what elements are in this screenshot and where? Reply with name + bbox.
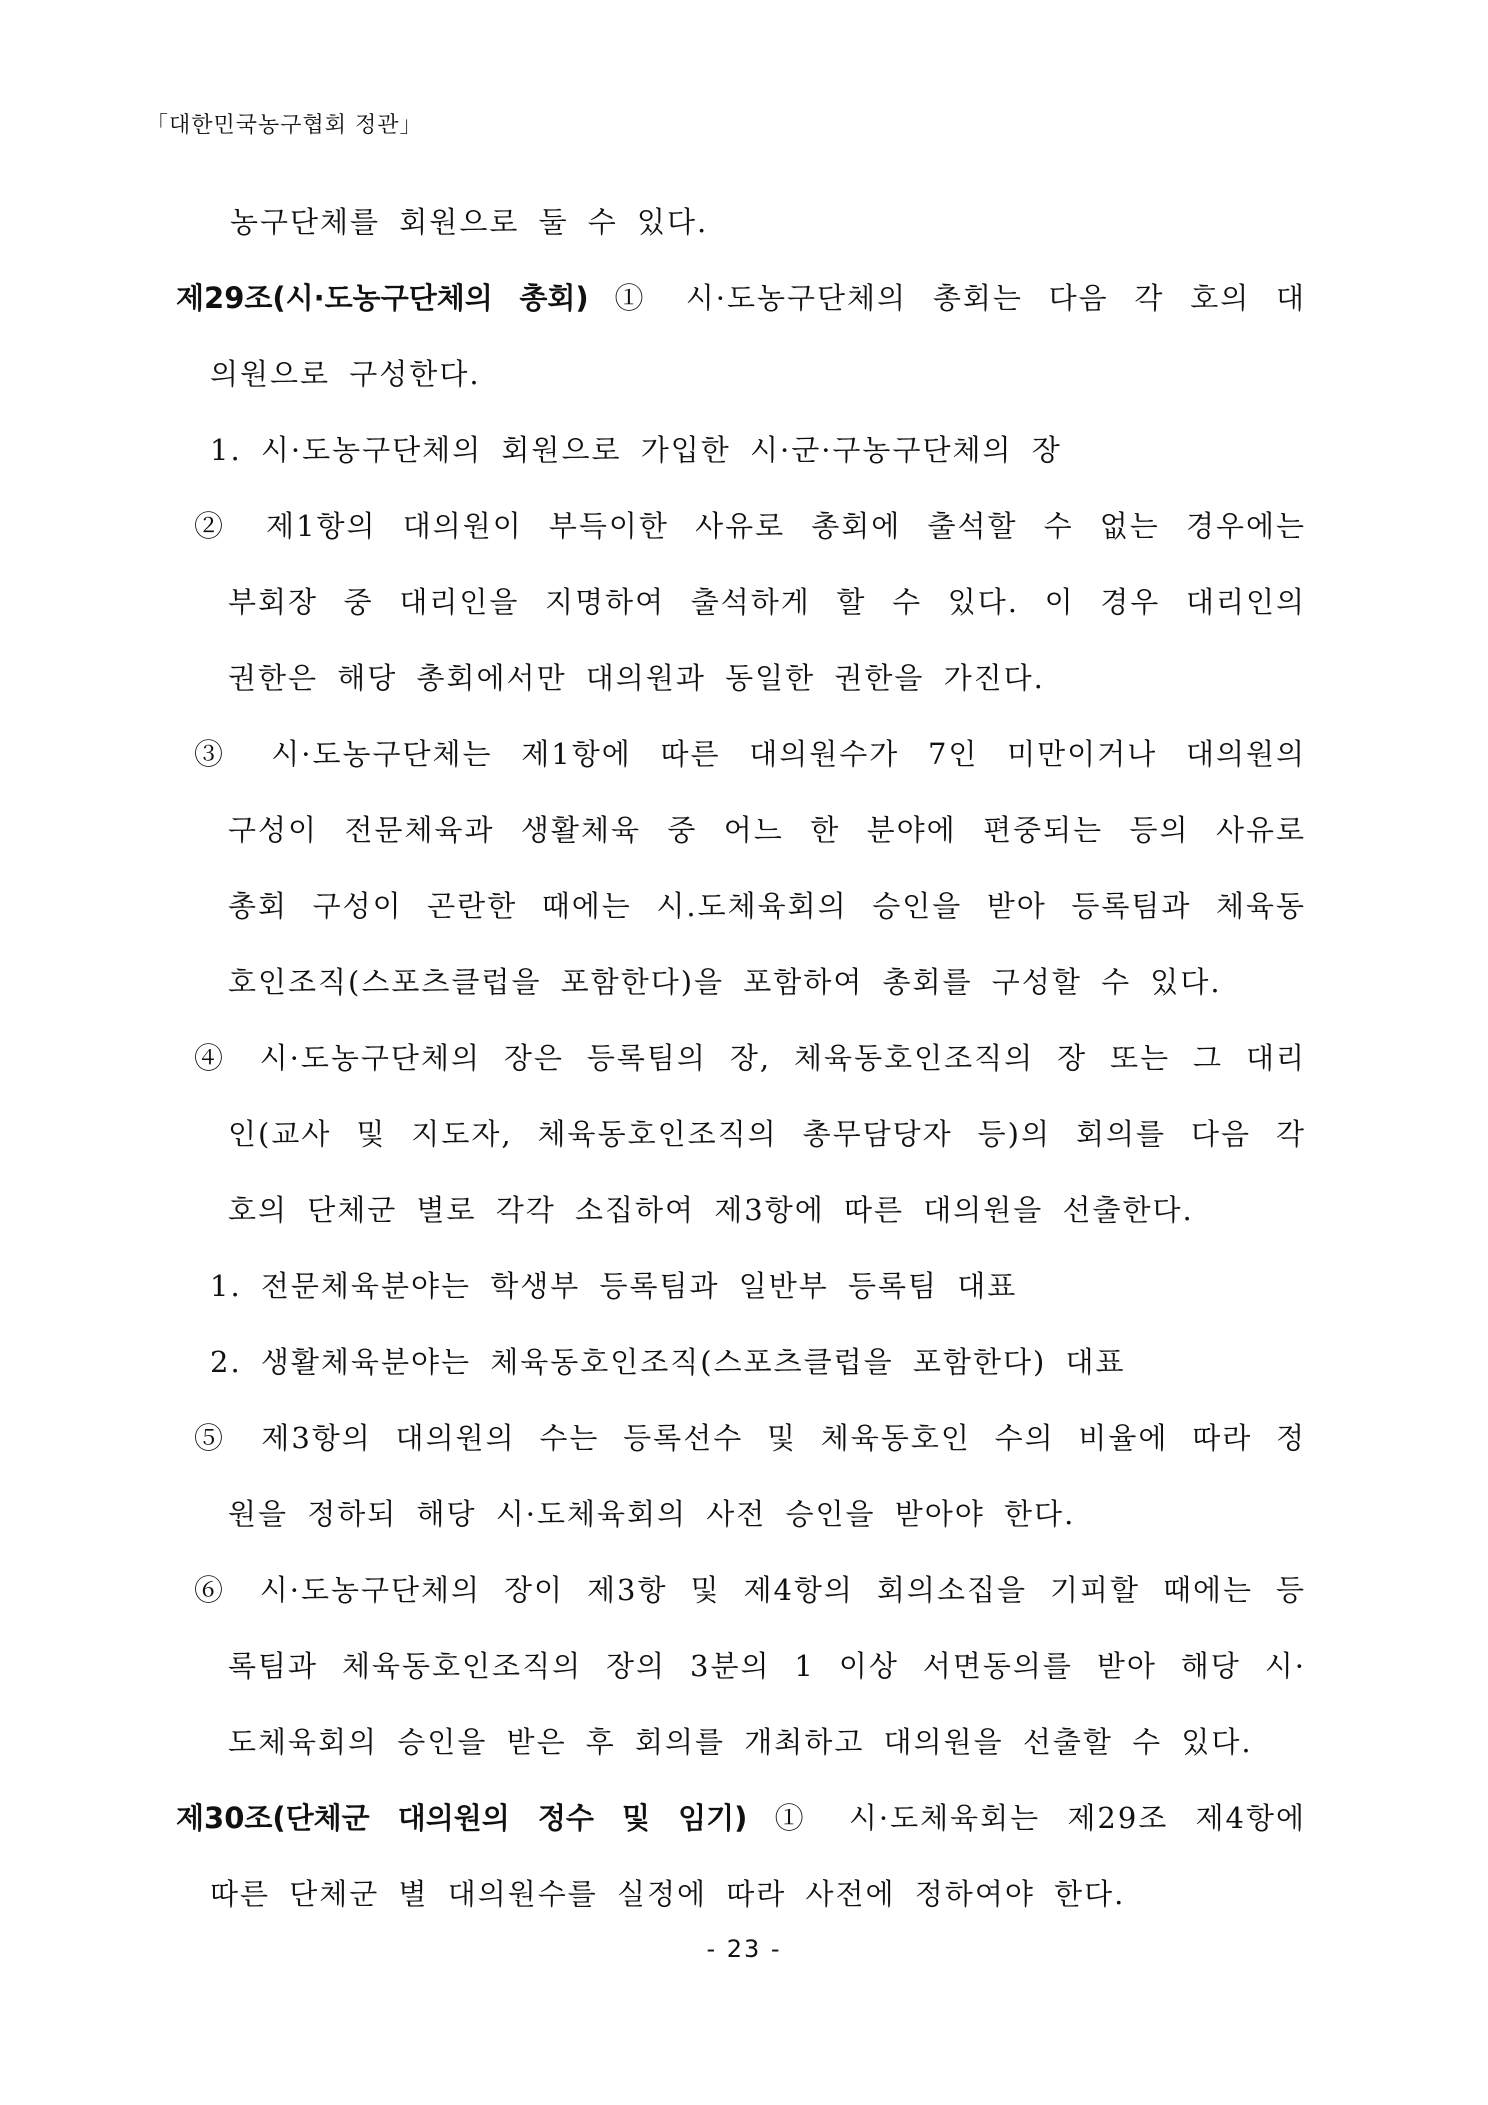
- article-29-paragraph-2-line-1: ② 제1항의 대의원이 부득이한 사유로 총회에 출석할 수 없는 경우에는: [194, 509, 1306, 543]
- article-29-paragraph-3-line-2: 구성이 전문체육과 생활체육 중 어느 한 분야에 편중되는 등의 사유로: [228, 813, 1306, 847]
- page-number: - 23 -: [706, 1935, 782, 1963]
- article-29-paragraph-4-item-2: 2. 생활체육분야는 체육동호인조직(스포츠클럽을 포함한다) 대표: [210, 1345, 1126, 1379]
- article-29-paragraph-5-line-1: ⑤ 제3항의 대의원의 수는 등록선수 및 체육동호인 수의 비율에 따라 정: [194, 1421, 1306, 1455]
- article-29-paragraph-1-continued: 의원으로 구성한다.: [210, 357, 481, 391]
- article-29-paragraph-5-line-2: 원을 정하되 해당 시·도체육회의 사전 승인을 받아야 한다.: [228, 1497, 1076, 1531]
- article-29-paragraph-1-start: ① 시·도농구단체의 총회는 다음 각 호의 대: [614, 281, 1306, 315]
- article-29-paragraph-6-line-3: 도체육회의 승인을 받은 후 회의를 개최하고 대의원을 선출할 수 있다.: [228, 1725, 1253, 1759]
- article-29-paragraph-6-line-1: ⑥ 시·도농구단체의 장이 제3항 및 제4항의 회의소집을 기피할 때에는 등: [194, 1573, 1306, 1607]
- article-29-paragraph-4-line-1: ④ 시·도농구단체의 장은 등록팀의 장, 체육동호인조직의 장 또는 그 대리: [194, 1041, 1306, 1075]
- article-30-paragraph-1-start: ① 시·도체육회는 제29조 제4항에: [774, 1801, 1306, 1835]
- article-29-paragraph-1-item-1: 1. 시·도농구단체의 회원으로 가입한 시·군·구농구단체의 장: [210, 433, 1062, 467]
- document-title-header: 「대한민국농구협회 정관」: [146, 113, 423, 138]
- article-29-paragraph-4-line-2: 인(교사 및 지도자, 체육동호인조직의 총무담당자 등)의 회의를 다음 각: [228, 1117, 1306, 1151]
- article-29-paragraph-3-line-1: ③ 시·도농구단체는 제1항에 따른 대의원수가 7인 미만이거나 대의원의: [194, 737, 1306, 771]
- article-29-paragraph-4-line-3: 호의 단체군 별로 각각 소집하여 제3항에 따른 대의원을 선출한다.: [228, 1193, 1194, 1227]
- continuation-line: 농구단체를 회원으로 둘 수 있다.: [230, 205, 709, 239]
- article-29-paragraph-2-line-2: 부회장 중 대리인을 지명하여 출석하게 할 수 있다. 이 경우 대리인의: [228, 585, 1306, 619]
- article-30-paragraph-1-continued: 따른 단체군 별 대의원수를 실정에 따라 사전에 정하여야 한다.: [210, 1877, 1126, 1911]
- article-29-first-line: [176, 276, 1306, 317]
- article-29-paragraph-2-line-3: 권한은 해당 총회에서만 대의원과 동일한 권한을 가진다.: [228, 661, 1045, 695]
- article-30-first-line: [176, 1796, 1306, 1837]
- article-29-paragraph-3-line-4: 호인조직(스포츠클럽을 포함한다)을 포함하여 총회를 구성할 수 있다.: [228, 965, 1222, 999]
- article-30-title: 제30조(단체군 대의원의 정수 및 임기): [176, 1801, 748, 1835]
- article-29-title: 제29조(시·도농구단체의 총회): [176, 281, 589, 315]
- article-29-paragraph-3-line-3: 총회 구성이 곤란한 때에는 시.도체육회의 승인을 받아 등록팀과 체육동: [228, 889, 1306, 923]
- article-29-paragraph-6-line-2: 록팀과 체육동호인조직의 장의 3분의 1 이상 서면동의를 받아 해당 시·: [228, 1649, 1306, 1683]
- article-29-paragraph-4-item-1: 1. 전문체육분야는 학생부 등록팀과 일반부 등록팀 대표: [210, 1269, 1018, 1303]
